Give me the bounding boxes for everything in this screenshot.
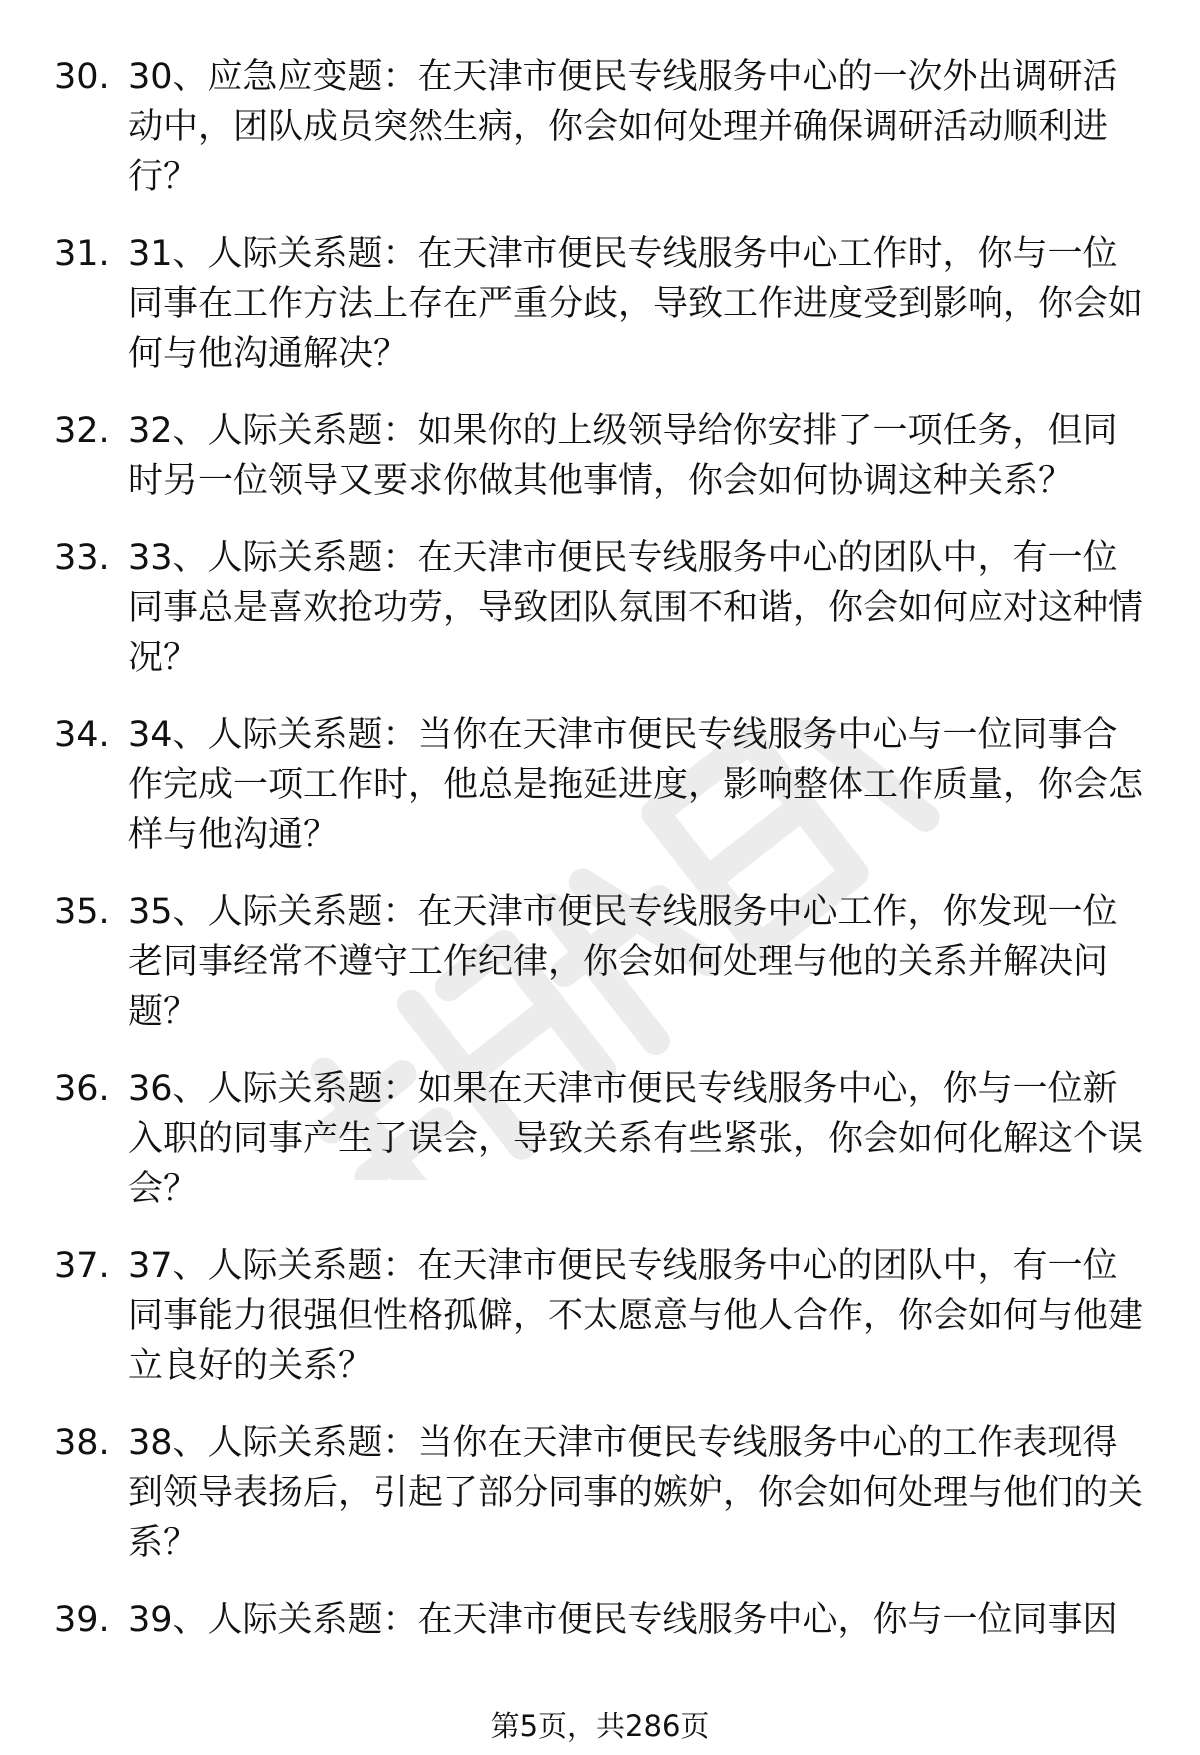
question-text: 32、人际关系题：如果你的上级领导给你安排了一项任务，但同时另一位领导又要求你做其他事情，你会如何协调这种关系？ — [128, 411, 1118, 501]
question-number: 31. — [54, 234, 110, 274]
question-text: 38、人际关系题：当你在天津市便民专线服务中心的工作表现得到领导表扬后，引起了部分同事的嫉妒，你会如何处理与他们的关系？ — [128, 1423, 1144, 1563]
question-number: 39. — [54, 1600, 110, 1640]
question-text: 33、人际关系题：在天津市便民专线服务中心的团队中，有一位同事总是喜欢抢功劳，导致团队氛围不和谐，你会如何应对这种情况？ — [128, 538, 1144, 678]
question-number: 30. — [54, 57, 110, 97]
question-text: 36、人际关系题：如果在天津市便民专线服务中心，你与一位新入职的同事产生了误会，导致关系有些紧张，你会如何化解这个误会？ — [128, 1069, 1144, 1209]
list-item — [0, 1595, 1200, 1643]
question-number: 35. — [54, 892, 110, 932]
question-number: 38. — [54, 1423, 110, 1463]
question-number: 37. — [54, 1246, 110, 1286]
list-item — [0, 52, 1200, 202]
question-number: 36. — [54, 1069, 110, 1109]
question-list — [0, 52, 1200, 1670]
list-item — [0, 1241, 1200, 1391]
question-text: 30、应急应变题：在天津市便民专线服务中心的一次外出调研活动中，团队成员突然生病，你会如何处理并确保调研活动顺利进行？ — [128, 57, 1118, 197]
list-item — [0, 406, 1200, 506]
page-footer: 第5页，共286页 — [490, 1709, 710, 1743]
question-text: 39、人际关系题：在天津市便民专线服务中心，你与一位同事因 — [128, 1600, 1118, 1640]
question-number: 32. — [54, 411, 110, 451]
question-text: 31、人际关系题：在天津市便民专线服务中心工作时，你与一位同事在工作方法上存在严重分歧，导致工作进度受到影响，你会如何与他沟通解决？ — [128, 234, 1144, 374]
list-item — [0, 887, 1200, 1037]
list-item — [0, 533, 1200, 683]
question-text: 35、人际关系题：在天津市便民专线服务中心工作，你发现一位老同事经常不遵守工作纪律，你会如何处理与他的关系并解决问题？ — [128, 892, 1118, 1032]
question-text: 34、人际关系题：当你在天津市便民专线服务中心与一位同事合作完成一项工作时，他总是拖延进度，影响整体工作质量，你会怎样与他沟通？ — [128, 715, 1144, 855]
list-item — [0, 229, 1200, 379]
question-text: 37、人际关系题：在天津市便民专线服务中心的团队中，有一位同事能力很强但性格孤僻，不太愿意与他人合作，你会如何与他建立良好的关系？ — [128, 1246, 1144, 1386]
list-item — [0, 1418, 1200, 1568]
question-number: 34. — [54, 715, 110, 755]
list-item — [0, 1064, 1200, 1214]
question-number: 33. — [54, 538, 110, 578]
list-item — [0, 710, 1200, 860]
